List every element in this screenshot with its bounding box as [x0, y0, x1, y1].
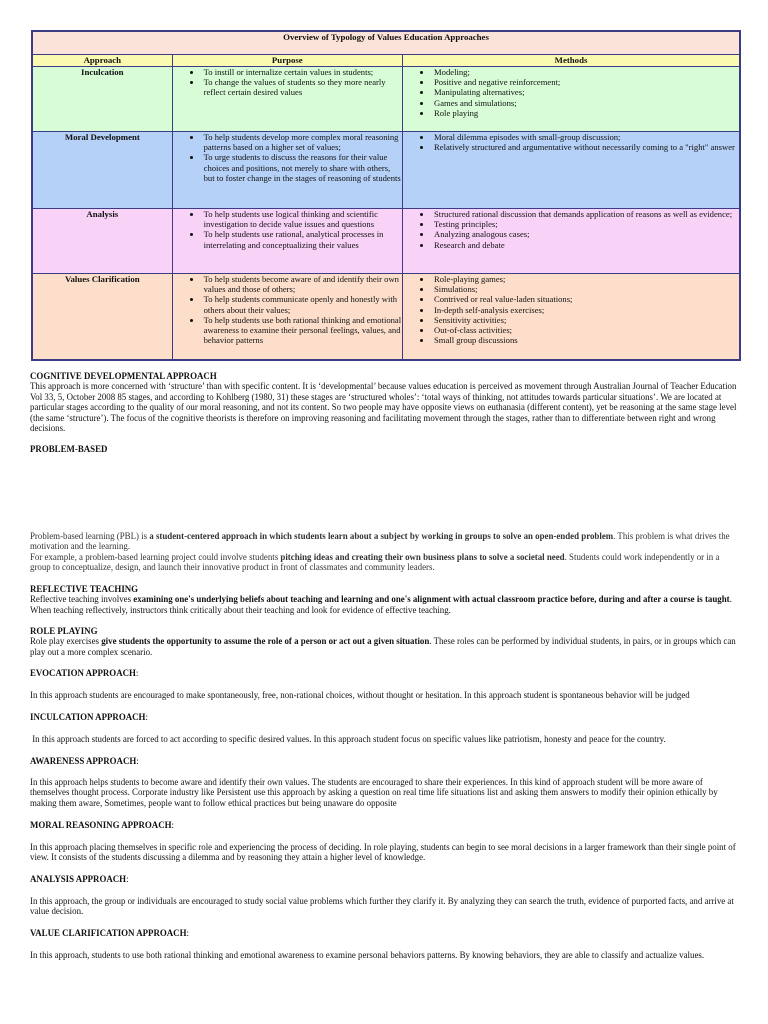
purpose-cell [172, 132, 402, 209]
section-value-clarification-body [30, 950, 738, 960]
section-inculcation-body [30, 734, 738, 744]
section-reflective [30, 584, 738, 615]
list-item: • Research and debate [432, 240, 739, 250]
approach-cell: Analysis [32, 209, 172, 274]
list-item: • Simulations; [432, 284, 739, 294]
section-inculcation [30, 712, 738, 722]
section-body: Role play exercises give students the opportunity to assume the role of a person or act out a given situation. These roles can be performed by individual students, in pairs, or in groups which can play out a more complex scenario. [30, 636, 736, 657]
section-cognitive [30, 371, 738, 433]
purpose-cell [172, 209, 402, 274]
section-heading: PROBLEM-BASED [30, 444, 108, 454]
list-item: • Positive and negative reinforcement; [432, 77, 739, 87]
list-item: • To instill or internalize certain values in students; [202, 67, 402, 77]
section-body: In this approach students are forced to act according to specific desired values. In this approach student focus on specific values like patriotism, honesty and peace for the country. [30, 734, 666, 744]
table-caption: Overview of Typology of Values Education Approaches [32, 31, 740, 55]
section-problem-based-heading [30, 444, 738, 454]
list-item: • Modeling; [432, 67, 739, 77]
list-item: • Structured rational discussion that demands application of reasons as well as evidence; [432, 209, 739, 219]
list-item: • Sensitivity activities; [432, 315, 739, 325]
section-heading: INCULCATION APPROACH: [30, 712, 148, 722]
section-moral-reasoning [30, 820, 738, 830]
header-approach: Approach [32, 55, 172, 67]
purpose-cell [172, 274, 402, 361]
table-row [32, 67, 740, 132]
approach-cell: Values Clarification [32, 274, 172, 361]
section-value-clarification [30, 928, 738, 938]
section-heading: MORAL REASONING APPROACH: [30, 820, 174, 830]
section-body: In this approach students are encouraged to make spontaneously, free, non-rational choices, without thought or hesitation. In this approach student is spontaneous behavior will be judged [30, 690, 690, 700]
list-item: • Role playing [432, 108, 739, 118]
list-item: • To help students use rational, analytical processes in interrelating and conceptualizing their values [202, 229, 402, 249]
header-methods: Methods [403, 55, 740, 67]
list-item: • To urge students to discuss the reasons for their value choices and positions, not merely to share with others, but to foster change in the stages of reasoning of students [202, 152, 402, 183]
section-body: For example, a problem-based learning project could involve students pitching ideas and creating their own business plans to solve a societal need. Students could work independently or in a group to conceptualize, design, and launch their innovative product in front of classmates and community leaders. [30, 551, 720, 573]
list-item: • Manipulating alternatives; [432, 87, 739, 97]
list-item: • To change the values of students so they more nearly reflect certain desired values [202, 77, 402, 97]
methods-cell [403, 67, 740, 132]
section-heading: EVOCATION APPROACH: [30, 668, 139, 678]
methods-cell [403, 132, 740, 209]
section-awareness-body [30, 777, 738, 808]
approach-cell: Moral Development [32, 132, 172, 209]
list-item: • To help students become aware of and identify their own values and those of others; [202, 274, 402, 294]
section-heading: VALUE CLARIFICATION APPROACH: [30, 928, 189, 938]
list-item: • Relatively structured and argumentative without necessarily coming to a "right" answer [432, 142, 739, 152]
section-heading: AWARENESS APPROACH: [30, 756, 139, 766]
table-row [32, 132, 740, 209]
section-evocation [30, 668, 738, 678]
approach-cell: Inculcation [32, 67, 172, 132]
list-item: • Role-playing games; [432, 274, 739, 284]
list-item: • Testing principles; [432, 219, 739, 229]
list-item: • Games and simulations; [432, 98, 739, 108]
section-analysis [30, 874, 738, 884]
list-item: • Small group discussions [432, 335, 739, 345]
section-problem-based [30, 531, 738, 573]
section-heading: REFLECTIVE TEACHING [30, 584, 139, 594]
list-item: • Analyzing analogous cases; [432, 229, 739, 239]
section-body: Reflective teaching involves examining one's underlying beliefs about teaching and learning and one's alignment with actual classroom practice before, during and after a course is taught. When teaching reflectively, instructors think critically about their teaching and look for evidence of effective teaching. [30, 594, 732, 615]
list-item: • In-depth self-analysis exercises; [432, 305, 739, 315]
section-body: In this approach, the group or individuals are encouraged to study social value problems which further they clarify it. By analyzing they can search the truth, evidence of purported facts, and arrive at value decision. [30, 896, 734, 917]
section-body: Problem-based learning (PBL) is a student-centered approach in which students learn about a subject by working in groups to solve an open-ended problem. This problem is what drives the motivation and the learning. [30, 531, 730, 552]
section-body: In this approach helps students to become aware and identify their own values. The students are encouraged to share their experiences. In this kind of approach student will be more aware of themselves thought process. Corporate industry like Persistent use this approach by asking a question on real time life situations list and asking them answers to modify their opinion ethically by making them aware, Sometimes, people want to follow ethical practices but being unaware do opposite [30, 777, 718, 808]
section-heading: ANALYSIS APPROACH: [30, 874, 129, 884]
section-heading: ROLE PLAYING [30, 626, 98, 636]
methods-cell [403, 274, 740, 361]
list-item: • Moral dilemma episodes with small-group discussion; [432, 132, 739, 142]
header-purpose: Purpose [172, 55, 402, 67]
section-body: In this approach placing themselves in specific role and experiencing the process of deciding. In role playing, students can begin to see moral decisions in a larger framework than their single point of view. It consists of the students discussing a dilemma and by reasoning they attain a higher level of knowledge. [30, 842, 736, 863]
table-row [32, 274, 740, 361]
section-heading: COGNITIVE DEVELOPMENTAL APPROACH [30, 371, 217, 381]
section-moral-reasoning-body [30, 842, 738, 863]
table-row [32, 209, 740, 274]
section-role-playing [30, 626, 738, 657]
list-item: • Contrived or real value-laden situations; [432, 294, 739, 304]
list-item: • To help students develop more complex moral reasoning patterns based on a higher set of values; [202, 132, 402, 152]
section-analysis-body [30, 896, 738, 917]
section-body: This approach is more concerned with ‘structure’ than with specific content. It is ‘developmental’ because values education is perceived as movement through Australian Journal of Teacher Education Vol 33, 5, October 2008 85 stages, and according to Kohlberg (1980, 31) these stages are ‘structured wholes’: ‘total ways of thinking, not attitudes towards particular situations’. We are located at particular stages according to the quality of our moral reasoning, and not its content. So two people may have opposite views on euthanasia (different content), yet be reasoning at the same stage level (the same ‘structure’). The focus of the cognitive theorists is therefore on improving reasoning and facilitating movement through the stages, rather than to differentiate between right and wrong decisions. [30, 381, 737, 434]
list-item: • Out-of-class activities; [432, 325, 739, 335]
section-evocation-body [30, 690, 738, 700]
typology-table [31, 30, 741, 361]
section-body: In this approach, students to use both rational thinking and emotional awareness to examine personal behaviors patterns. By knowing behaviors, they are able to classify and actualize values. [30, 950, 705, 960]
purpose-cell [172, 67, 402, 132]
list-item: • To help students communicate openly and honestly with others about their values; [202, 294, 402, 314]
methods-cell [403, 209, 740, 274]
list-item: • To help students use logical thinking and scientific investigation to decide value issues and questions [202, 209, 402, 229]
list-item: • To help students use both rational thinking and emotional awareness to examine their personal feelings, values, and behavior patterns [202, 315, 402, 346]
section-awareness [30, 756, 738, 766]
